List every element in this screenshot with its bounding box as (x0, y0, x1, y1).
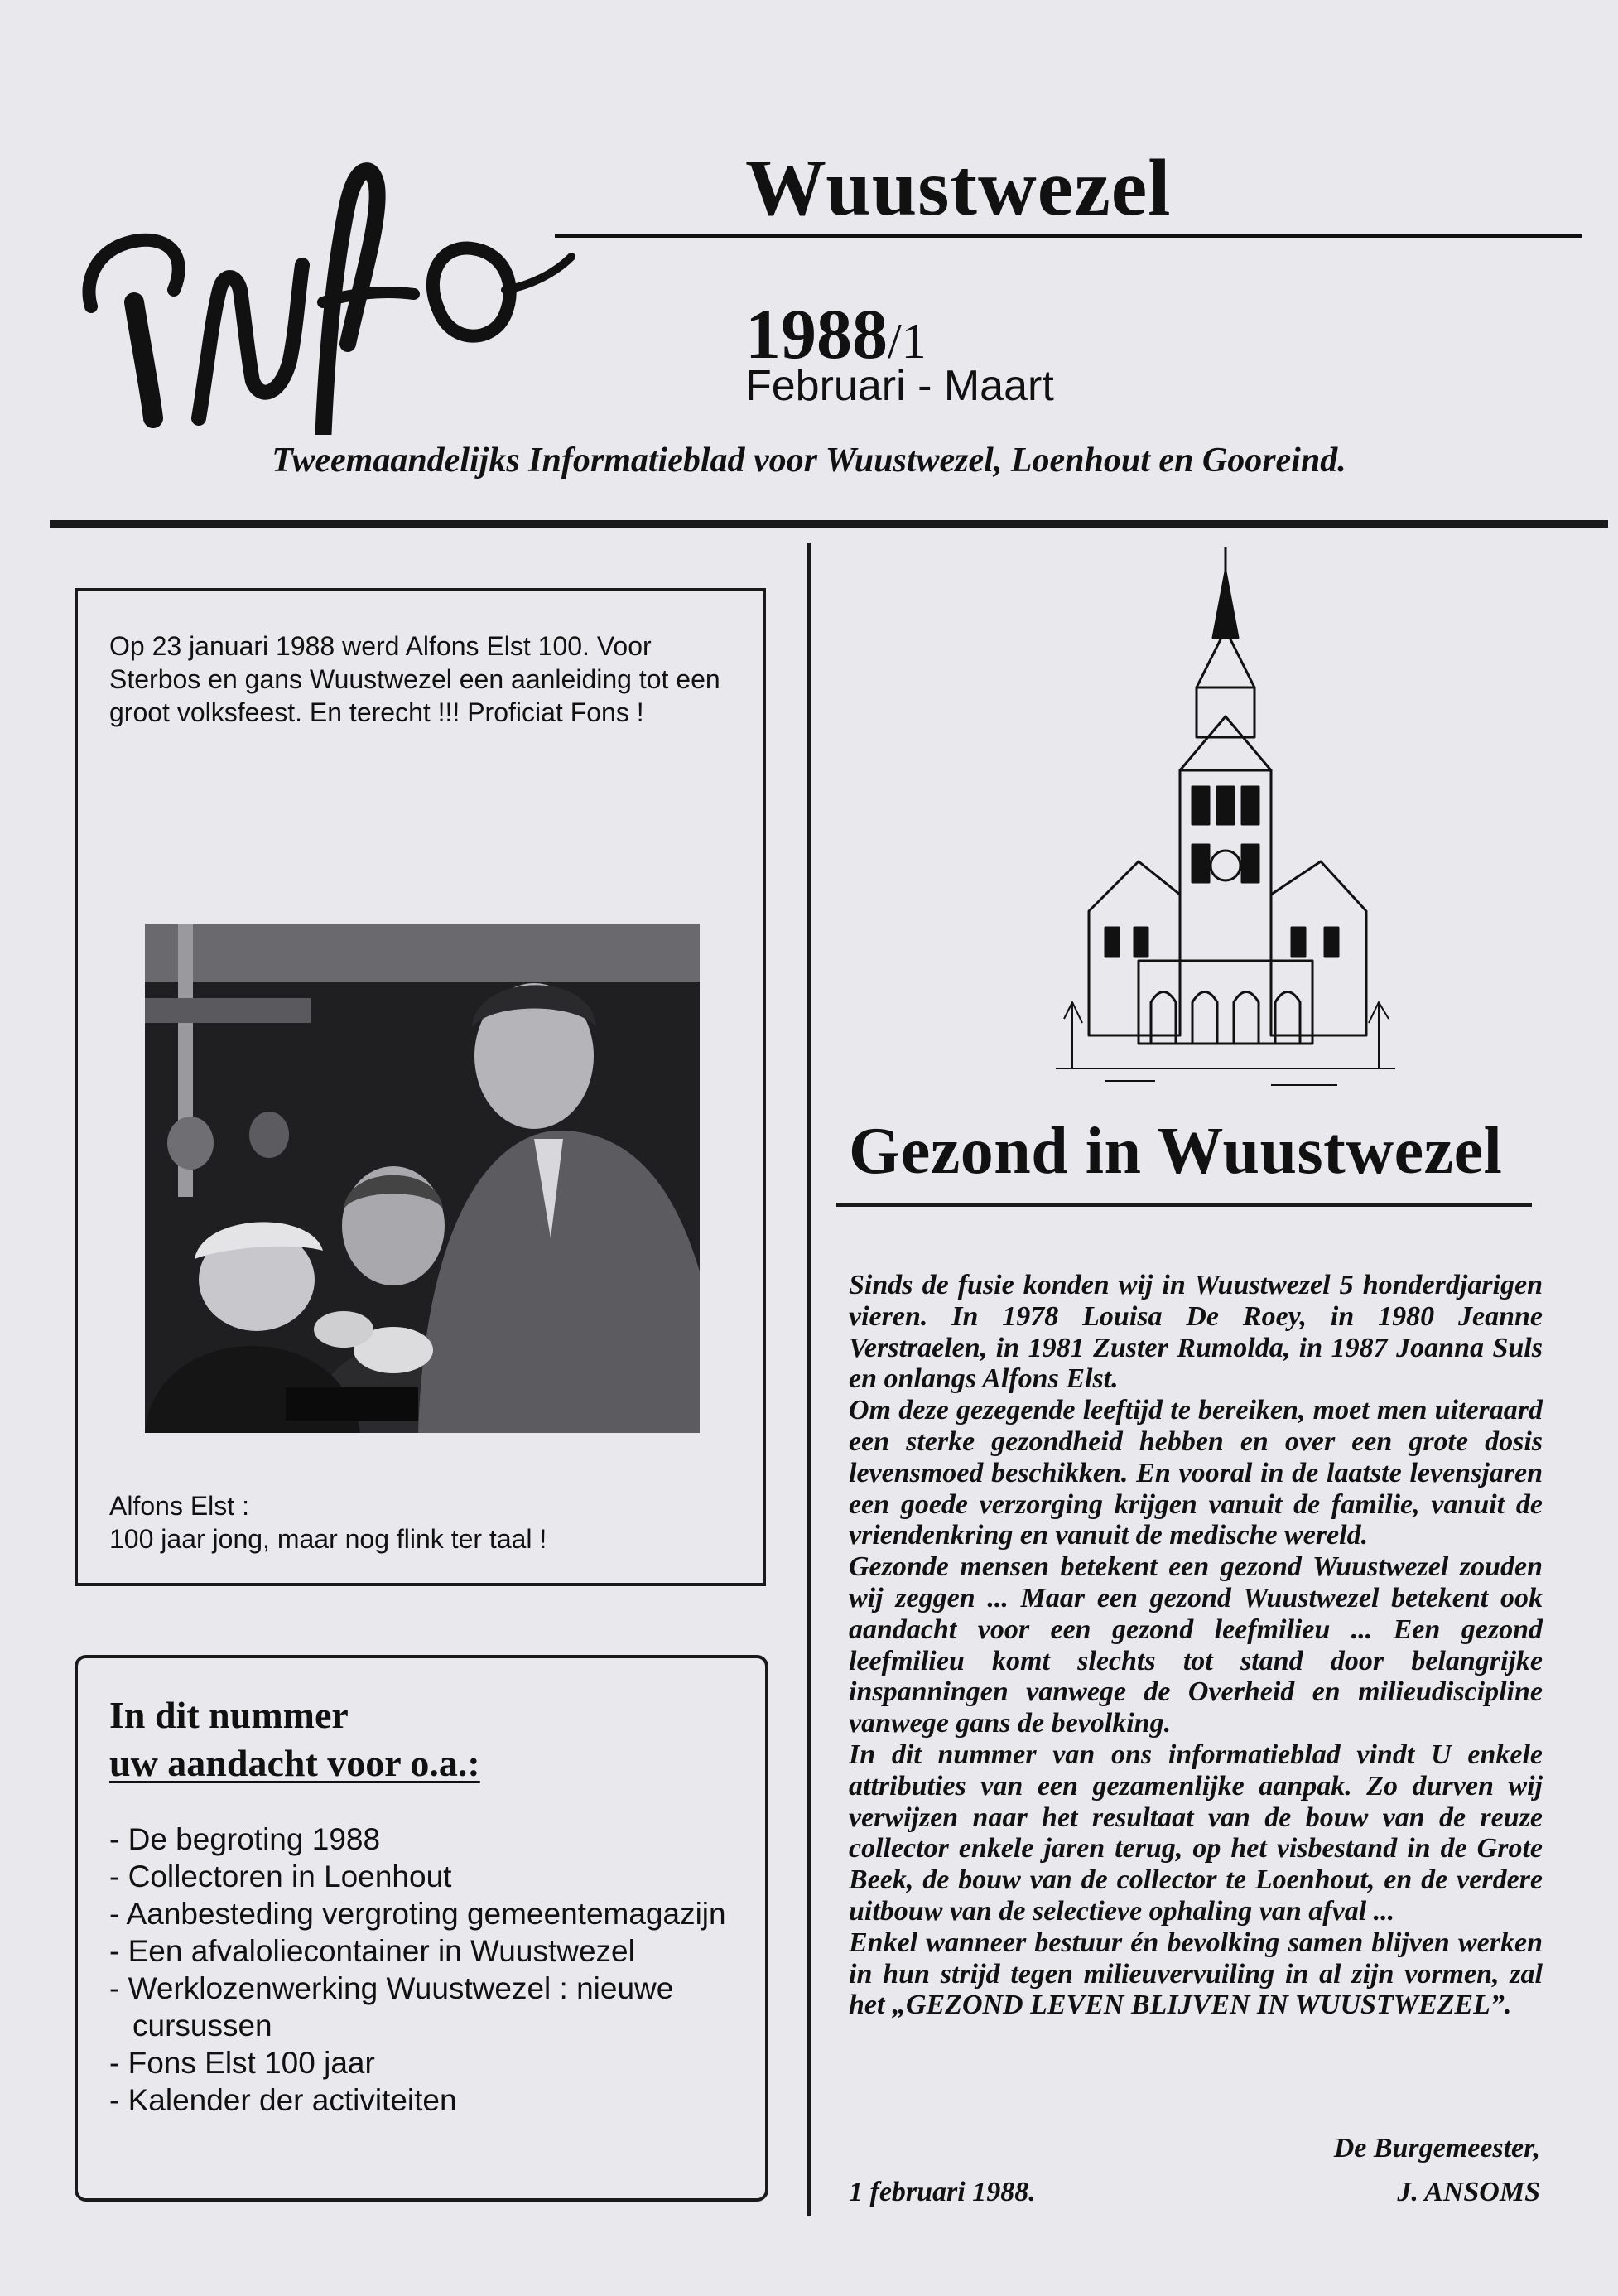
header-rule (555, 234, 1582, 238)
article-paragraph: Enkel wanneer bestuur én bevolking samen blijven werken in hun strijd tegen milieuvervuiling in al zijn vormen, zal het „GEZOND LEVEN BLIJVEN IN WUUSTWEZEL”. (849, 1927, 1543, 2021)
article-paragraph: Om deze gezegende leeftijd te bereiken, moet men uiteraard een sterke gezondheid hebben en over een grote dosis levensmoed beschikken. En vooral in de laatste levensjaren een goede verzorging krijgen vanuit de familie, vanuit de vriendenkring en vanuit de medische wereld. (849, 1395, 1543, 1551)
town-hall-drawing (1056, 538, 1395, 1102)
feature-text: Op 23 januari 1988 werd Alfons Elst 100. Voor Sterbos en gans Wuustwezel een aanleiding tot een groot volksfeest. En terecht !!! Proficiat Fons ! (109, 631, 720, 727)
info-script-logo (75, 95, 588, 435)
article-paragraph: In dit nummer van ons informatieblad vindt U enkele attributies van een gezamenlijke aanpak. Zo durven wij verwijzen naar het resultaat van de bouw van de reuze collector enkele jaren terug, op het visbestand in de Grote Beek, de bouw van de collector te Loenhout, en de verdere uitbouw van de selectieve ophaling van afval ... (849, 1739, 1543, 1927)
contents-heading-line-2: uw aandacht voor o.a.: (109, 1742, 480, 1784)
contents-item: - Aanbesteding vergroting gemeentemagazijn (109, 1897, 726, 1931)
town-title: Wuustwezel (745, 143, 1172, 233)
photo-caption (109, 1489, 747, 1556)
column-divider (807, 543, 811, 2216)
contents-item: - Een afvaloliecontainer in Wuustwezel (109, 1934, 635, 1968)
article-title: Gezond in Wuustwezel (849, 1115, 1503, 1188)
issue-suffix: /1 (888, 314, 927, 369)
photo-alfons-elst (145, 924, 700, 1433)
contents-list (109, 1821, 739, 2119)
contents-item: - Collectoren in Loenhout (109, 1859, 452, 1893)
issue-year: 1988 (745, 294, 888, 374)
contents-item: - Werklozenwerking Wuustwezel : nieuwe cursussen (109, 1971, 674, 2043)
contents-heading (109, 1691, 689, 1787)
main-rule (50, 520, 1608, 528)
article-paragraph: Sinds de fusie konden wij in Wuustwezel 5 honderdjarigen vieren. In 1978 Louisa De Roey, in 1980 Jeanne Verstraelen, in 1981 Zuster Rumolda, in 1987 Joanna Suls en onlangs Alfons Elst. (849, 1270, 1543, 1395)
caption-line-2: 100 jaar jong, maar nog flink ter taal ! (109, 1524, 547, 1554)
article-paragraph: Gezonde mensen betekent een gezond Wuustwezel zouden wij zeggen ... Maar een gezond Wuustwezel betekent ook aandacht voor een gezond leefmilieu ... Een gezond leefmilieu komt slechts tot stand door belangrijke inspanningen vanwege de Overheid en milieudiscipline vanwege gans de bevolking. (849, 1551, 1543, 1739)
contents-item: - De begroting 1988 (109, 1822, 381, 1856)
caption-line-1: Alfons Elst : (109, 1491, 249, 1521)
issue-number (745, 294, 927, 374)
signature-title: De Burgemeester, (1333, 2133, 1540, 2163)
contents-item: - Kalender der activiteiten (109, 2083, 457, 2117)
article-date: 1 februari 1988. (849, 2177, 1036, 2207)
tagline: Tweemaandelijks Informatieblad voor Wuustwezel, Loenhout en Gooreind. (272, 441, 1346, 480)
article-title-rule (836, 1203, 1532, 1207)
issue-months: Februari - Maart (745, 362, 1054, 410)
signature-name: J. ANSOMS (1397, 2177, 1540, 2207)
contents-item: - Fons Elst 100 jaar (109, 2046, 375, 2080)
article-body (849, 1270, 1543, 2021)
contents-heading-line-1: In dit nummer (109, 1694, 349, 1736)
